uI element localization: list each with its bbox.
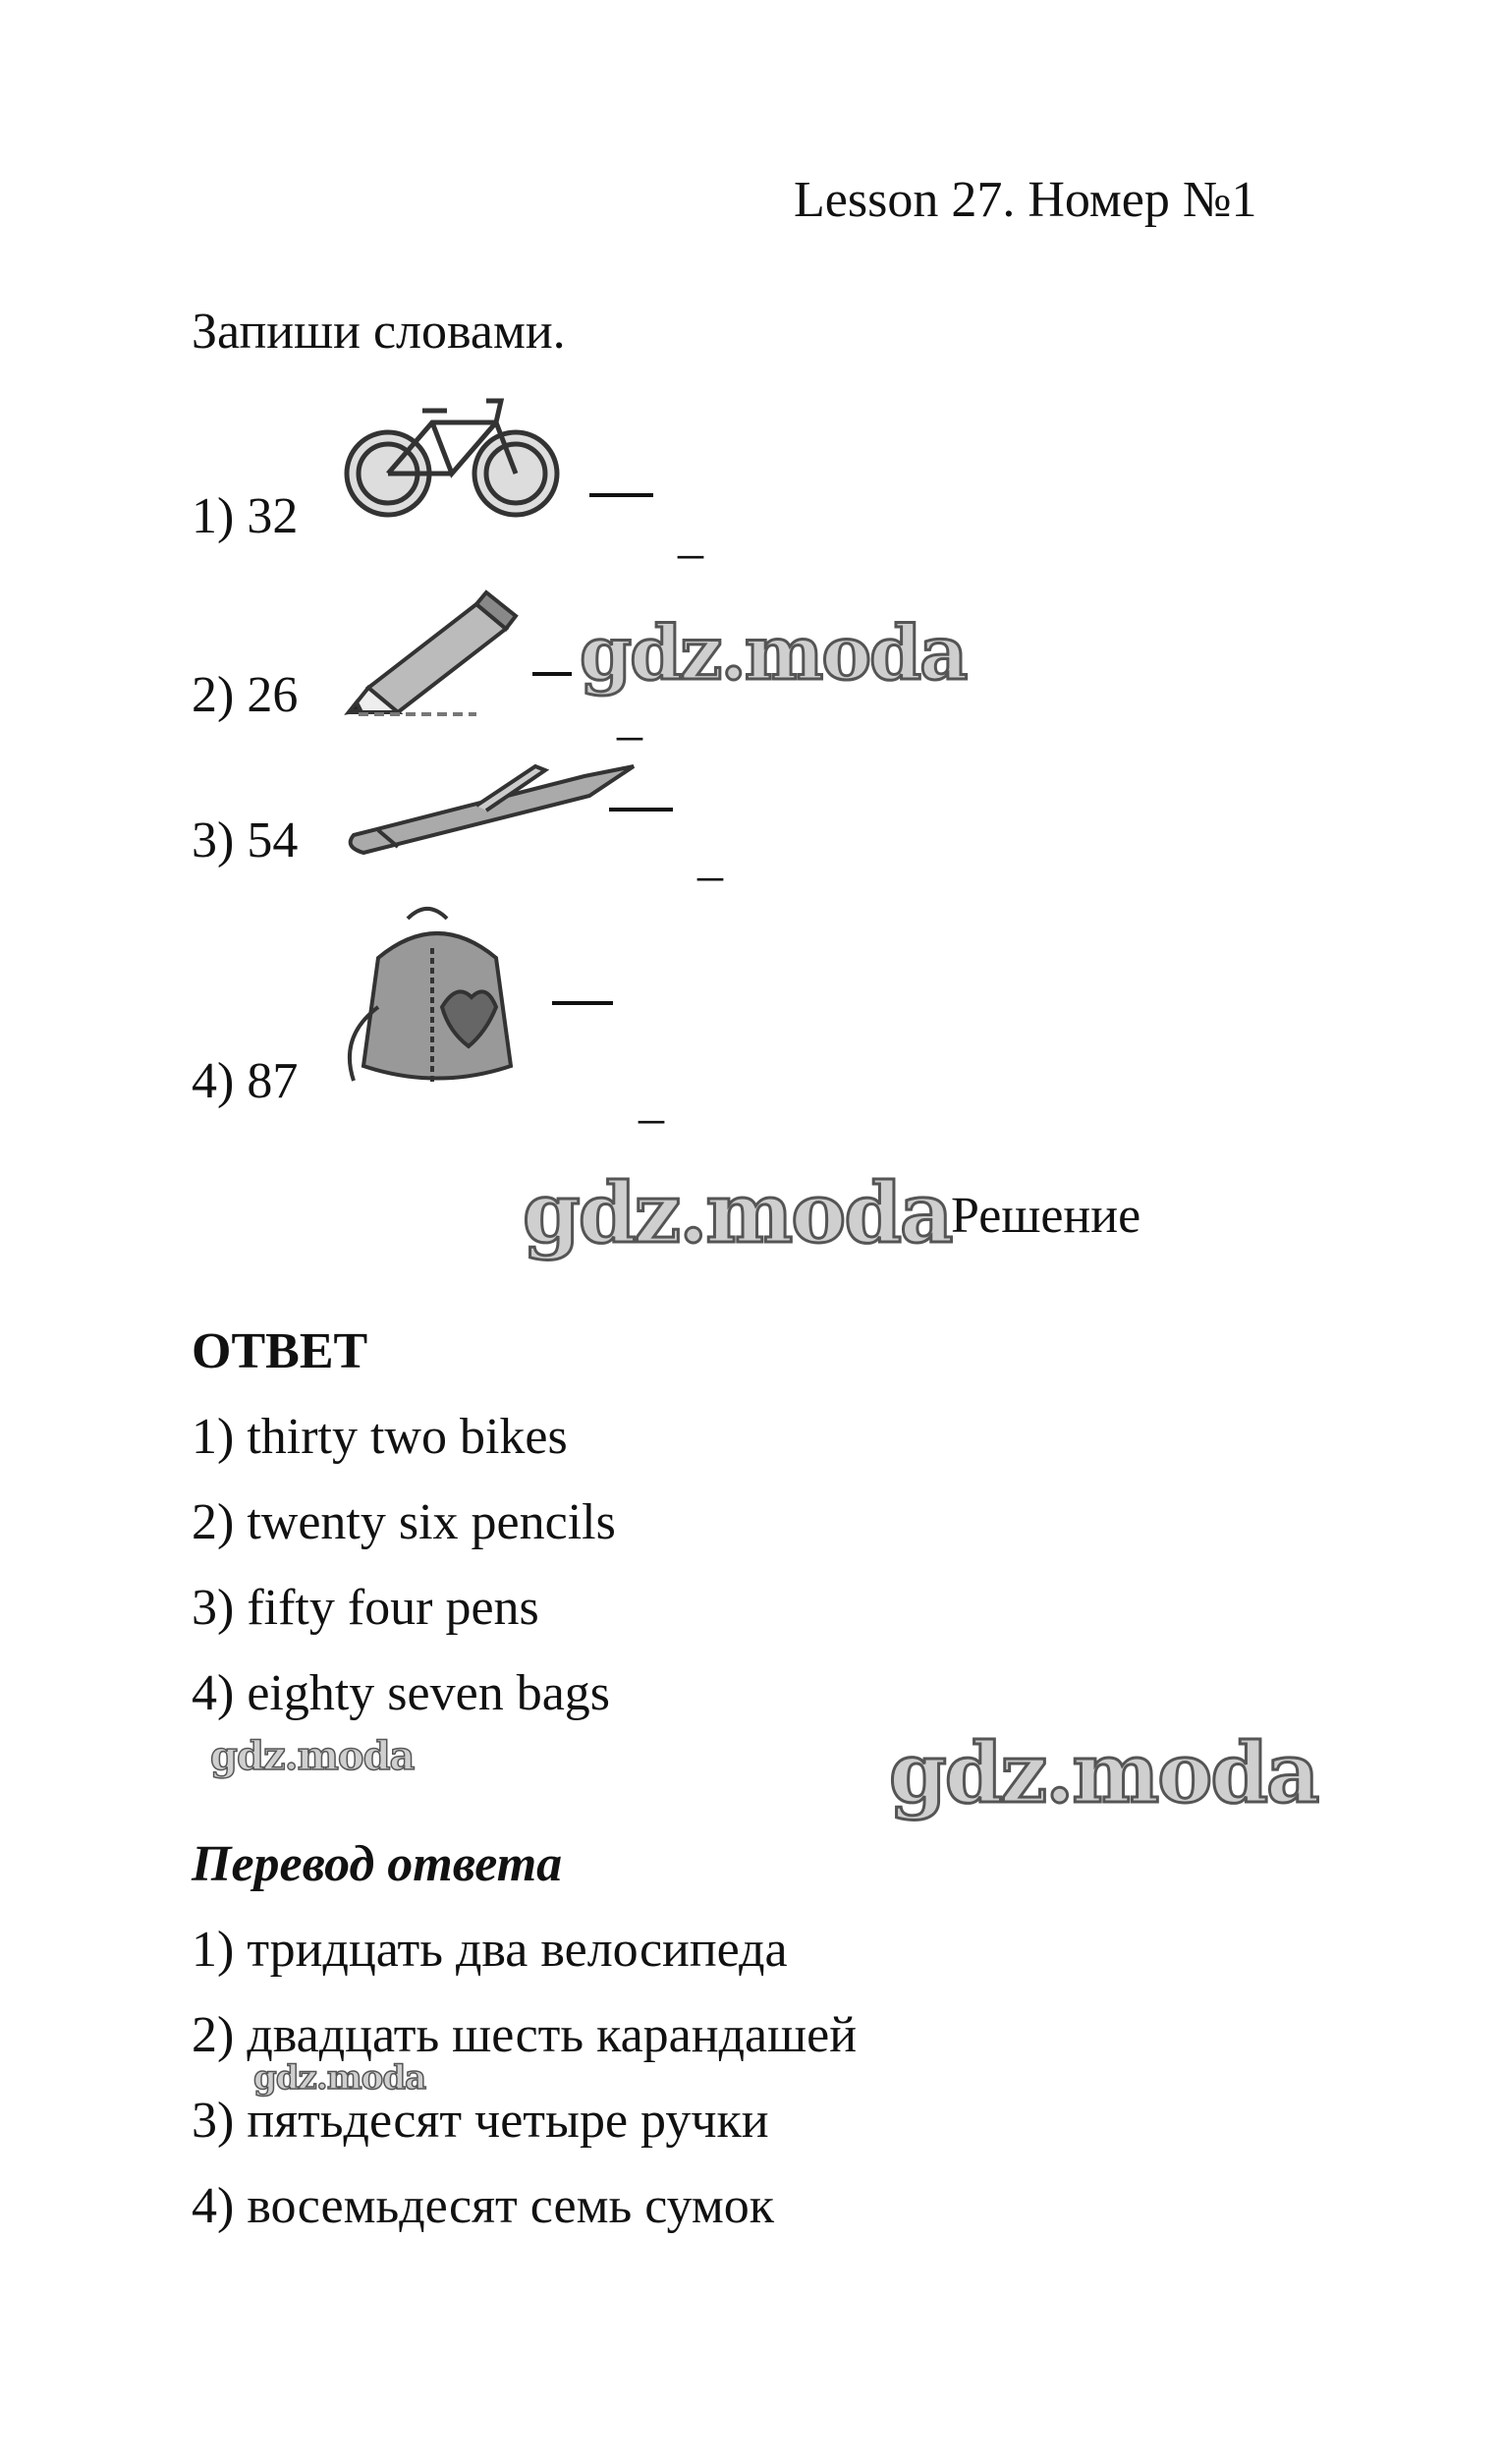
answer-blank: _ (697, 830, 723, 886)
pencil-icon (339, 575, 526, 722)
watermark: gdz.moda (210, 1733, 415, 1779)
answer-blank-line (532, 672, 572, 676)
backpack-icon (339, 899, 545, 1095)
watermark: gdz.moda (523, 1164, 952, 1261)
translation-heading: Перевод ответа (192, 1836, 563, 1892)
answer-blank: _ (678, 508, 703, 564)
answer-heading: ОТВЕТ (192, 1323, 368, 1379)
answer-line: 1) thirty two bikes (192, 1409, 568, 1465)
answer-blank-line (609, 808, 673, 812)
answer-blank-line (552, 1001, 613, 1005)
answer-blank: _ (639, 1073, 664, 1129)
pen-icon (339, 756, 653, 855)
page-title: Lesson 27. Номер №1 (794, 172, 1257, 228)
task-item-number: 2) 26 (192, 667, 299, 723)
answer-blank: _ (617, 690, 642, 746)
answer-line: 3) fifty four pens (192, 1580, 539, 1636)
task-item-number: 1) 32 (192, 488, 299, 544)
bike-icon (339, 383, 565, 531)
task-item-number: 4) 87 (192, 1053, 299, 1109)
task-item-number: 3) 54 (192, 812, 299, 868)
watermark: gdz.moda (253, 2058, 426, 2098)
task-instruction: Запиши словами. (192, 304, 566, 360)
translation-line: 4) восемьдесят семь сумок (192, 2178, 775, 2234)
answer-line: 4) eighty seven bags (192, 1665, 611, 1721)
answer-line: 2) twenty six pencils (192, 1494, 616, 1550)
translation-line: 2) двадцать шесть карандашей (192, 2007, 858, 2063)
watermark: gdz.moda (580, 609, 967, 697)
translation-line: 1) тридцать два велосипеда (192, 1922, 788, 1978)
watermark: gdz.moda (889, 1724, 1318, 1821)
answer-blank-line (589, 493, 653, 497)
solution-label: Решение (951, 1188, 1141, 1244)
translation-line: 3) пятьдесят четыре ручки (192, 2093, 769, 2149)
